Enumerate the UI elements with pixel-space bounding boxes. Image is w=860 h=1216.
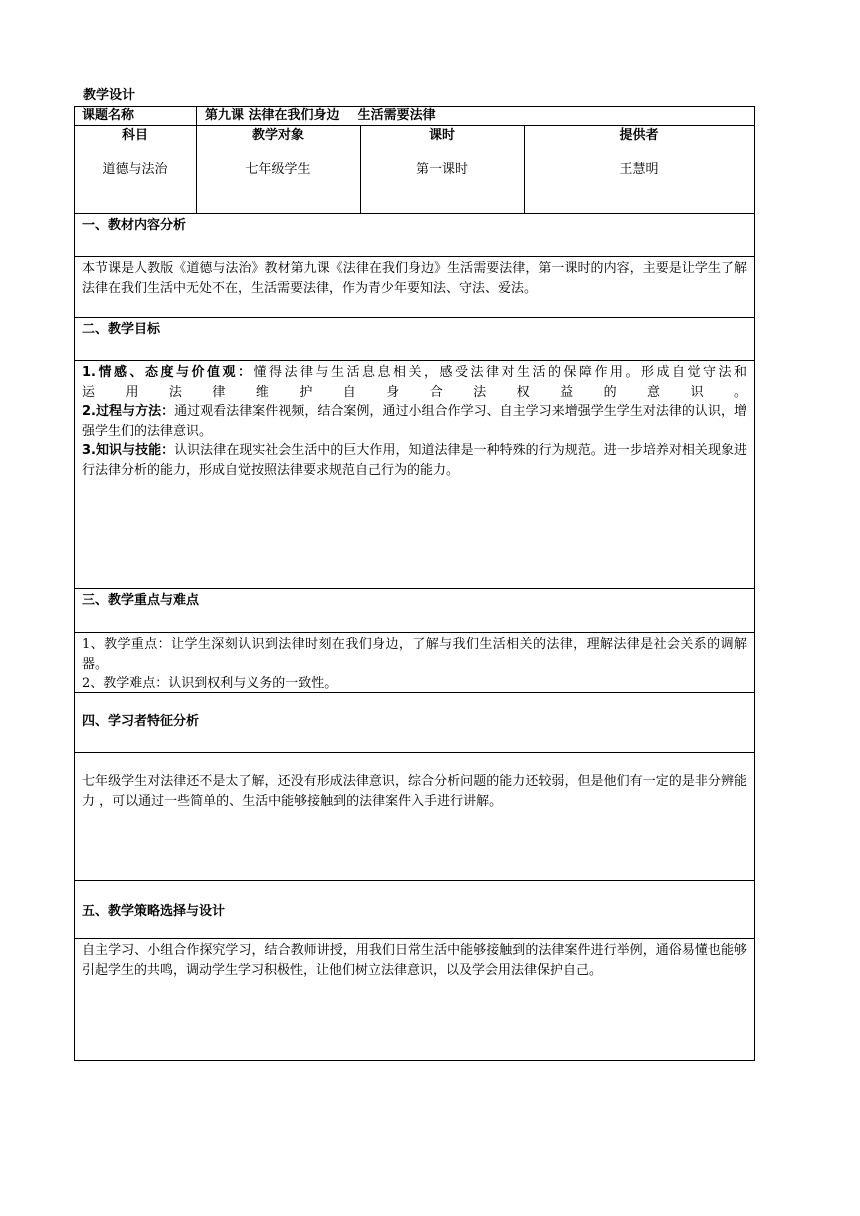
table-rule (74, 317, 755, 318)
course-title-value: 第九课 法律在我们身边 生活需要法律 (205, 108, 436, 123)
table-rule (74, 588, 755, 589)
table-rule (74, 938, 755, 939)
table-rule (74, 360, 755, 361)
table-rule (74, 213, 755, 214)
value-provider: 王慧明 (619, 162, 659, 177)
goal-label: 1.情感、态度与价值观： (82, 365, 254, 380)
header-subject: 科目 (121, 128, 148, 143)
section-heading-strategy: 五、教学策略选择与设计 (82, 904, 226, 919)
value-period: 第一课时 (415, 162, 468, 177)
lesson-plan-table (74, 106, 755, 1061)
goals-list (82, 363, 747, 480)
document-title: 教学设计 (83, 88, 136, 103)
header-provider: 提供者 (619, 128, 659, 143)
section-heading-content-analysis: 一、教材内容分析 (82, 218, 187, 233)
header-period: 课时 (428, 128, 455, 143)
key-point-difficulty: 2、教学难点：认识到权利与义务的一致性。 (82, 676, 338, 691)
value-audience: 七年级学生 (245, 162, 311, 177)
goal-item-process: 2.过程与方法：通过观看法律案件视频，结合案例，通过小组合作学习、自主学习来增强学生学生对法律的认识，增强学生们的法律意识。 (82, 404, 747, 439)
learners-text: 七年级学生对法律还不是太了解，还没有形成法律意识，综合分析问题的能力还较弱，但是他们有一定的是非分辨能力 ，可以通过一些简单的、生活中能够接触到的法律案件入手进行讲解。 (82, 774, 747, 809)
table-border-left (74, 106, 75, 1061)
header-audience: 教学对象 (251, 128, 304, 143)
key-point-focus: 1、教学重点：让学生深刻认识到法律时刻在我们身边，了解与我们生活相关的法律，理解法律是社会关系的调解器。 (82, 637, 747, 672)
table-rule (74, 632, 755, 633)
table-border-bottom (74, 1060, 755, 1061)
section-heading-key-points: 三、教学重点与难点 (82, 593, 200, 608)
value-subject: 道德与法治 (102, 162, 168, 177)
content-analysis-text: 本节课是人教版《道德与法治》教材第九课《法律在我们身边》生活需要法律，第一课时的内容，主要是让学生了解法律在我们生活中无处不在，生活需要法律，作为青少年要知法、守法、爱法。 (82, 261, 747, 296)
goal-label: 3.知识与技能： (82, 443, 175, 458)
section-heading-learners: 四、学习者特征分析 (82, 714, 200, 729)
key-points-list (82, 635, 747, 694)
table-border-right (754, 106, 755, 1061)
table-rule (74, 752, 755, 753)
course-title-label: 课题名称 (82, 108, 135, 123)
table-rule (74, 880, 755, 881)
goal-item-emotion: 1.情感、态度与价值观：懂得法律与生活息息相关，感受法律对生活的保障作用。形成自觉守法和 (82, 365, 747, 380)
goal-item-knowledge: 3.知识与技能：认识法律在现实社会生活中的巨大作用，知道法律是一种特殊的行为规范。进一步培养对相关现象进行法律分析的能力，形成自觉按照法律要求规范自己行为的能力。 (82, 443, 747, 478)
goal-item-emotion-continued: 运用法律维护自身合法权益的意识。 (82, 384, 747, 400)
goal-label: 2.过程与方法： (82, 404, 175, 419)
table-rule (74, 256, 755, 257)
section-heading-goals: 二、教学目标 (82, 322, 161, 337)
strategy-text: 自主学习、小组合作探究学习，结合教师讲授，用我们日常生活中能够接触到的法律案件进行举例，通俗易懂也能够引起学生的共鸣，调动学生学习积极性，让他们树立法律意识，以及学会用法律保护自己。 (82, 943, 747, 978)
